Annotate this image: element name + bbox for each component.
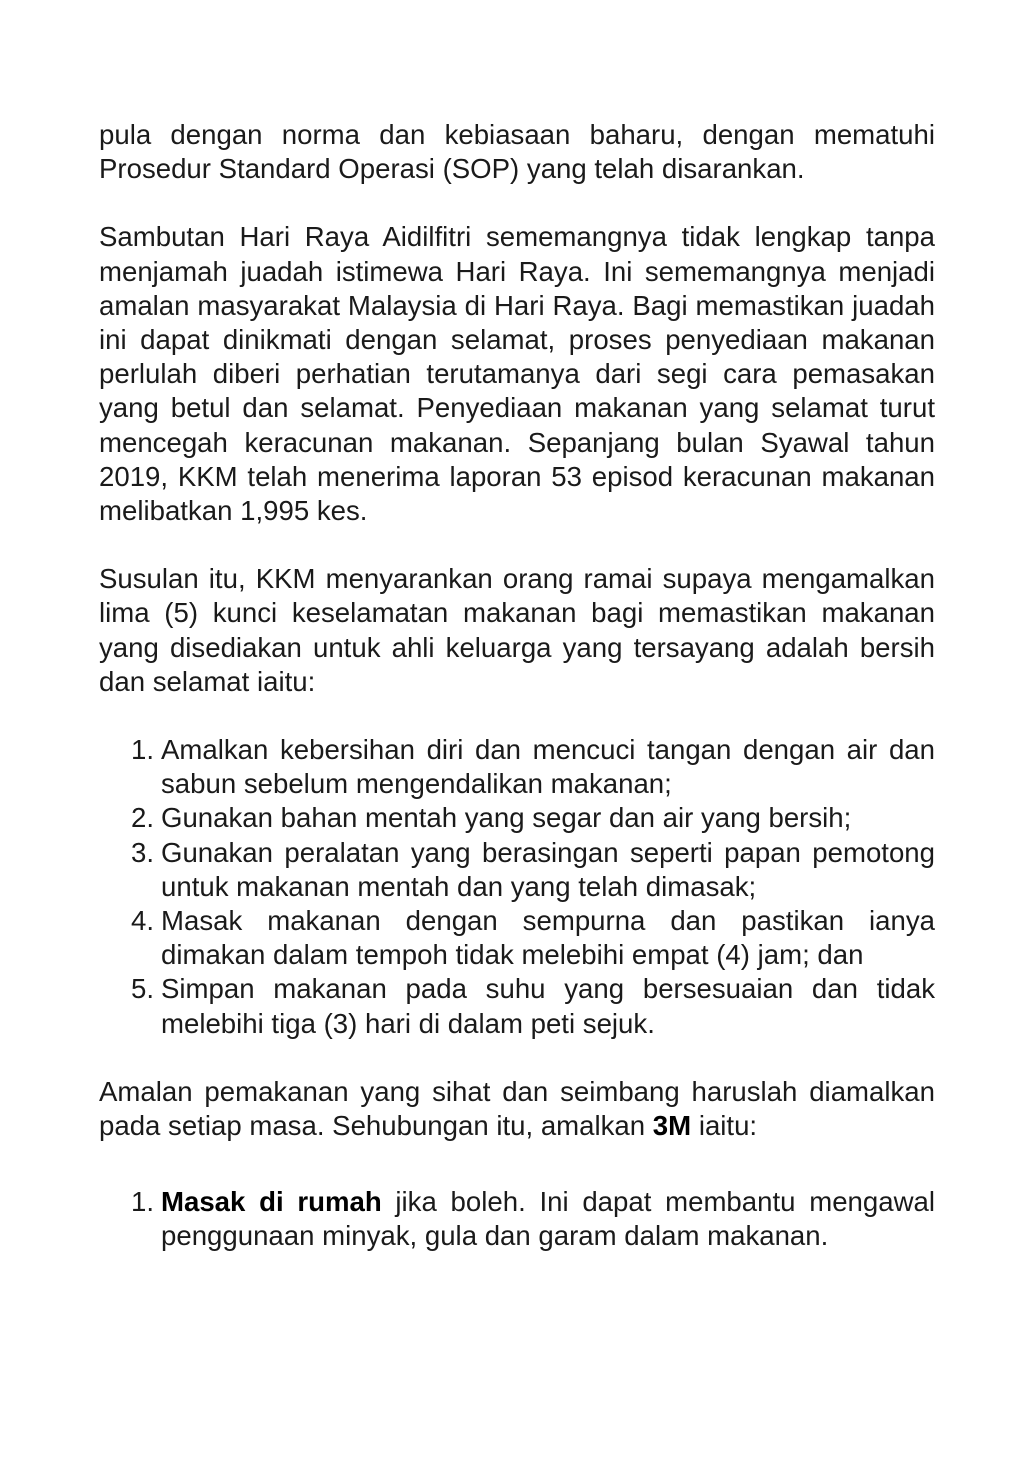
- list-item: [131, 836, 935, 904]
- list-item-text: Gunakan bahan mentah yang segar dan air yang bersih;: [161, 802, 852, 834]
- list-item-text: jika boleh. Ini dapat membantu mengawal penggunaan minyak, gula dan garam dalam makanan.: [161, 1186, 935, 1252]
- document-page: [99, 118, 935, 1254]
- paragraph-sop: pula dengan norma dan kebiasaan baharu, dengan mematuhi Prosedur Standard Operasi (SOP) yang telah disarankan.: [99, 119, 935, 185]
- paragraph-3m: [99, 1075, 935, 1143]
- paragraph-hari-raya: Sambutan Hari Raya Aidilfitri sememangnya tidak lengkap tanpa menjamah juadah istimewa Hari Raya. Ini sememangnya menjadi amalan masyarakat Malaysia di Hari Raya. Bagi memastikan juadah ini dapat dinikmati dengan selamat, proses penyediaan makanan perlulah diberi perhatian terutamanya dari segi cara pemasakan yang betul dan selamat. Penyediaan makanan yang selamat turut mencegah keracunan makanan. Sepanjang bulan Syawal tahun 2019, KKM telah menerima laporan 53 episod keracunan makanan melibatkan 1,995 kes.: [99, 221, 935, 527]
- list-item-number: 4.: [131, 905, 155, 937]
- paragraph-kkm-advice: Susulan itu, KKM menyarankan orang ramai supaya mengamalkan lima (5) kunci keselamatan makanan bagi memastikan makanan yang disediakan untuk ahli keluarga yang tersayang adalah bersih dan selamat iaitu:: [99, 563, 935, 697]
- list-item: [131, 972, 935, 1040]
- list-item-text: Amalkan kebersihan diri dan mencuci tangan dengan air dan sabun sebelum mengendalikan makanan;: [161, 734, 935, 800]
- list-item-number: 1.: [131, 734, 155, 766]
- list-item-number: 3.: [131, 836, 155, 868]
- list-item-text: Gunakan peralatan yang berasingan seperti papan pemotong untuk makanan mentah dan yang telah dimasak;: [161, 836, 935, 902]
- list-item: [131, 801, 935, 835]
- list-item-number: 5.: [131, 973, 155, 1005]
- list-item-text: Simpan makanan pada suhu yang bersesuaian dan tidak melebihi tiga (3) hari di dalam peti sejuk.: [161, 973, 935, 1039]
- list-item-bold: Masak di rumah: [161, 1186, 382, 1218]
- food-safety-keys-list: [131, 733, 935, 1041]
- list-item: [131, 1185, 935, 1253]
- list-item-number: 2.: [131, 802, 155, 834]
- paragraph-3m-bold: 3M: [652, 1110, 692, 1142]
- list-item-number: 1.: [131, 1186, 155, 1218]
- list-item: [131, 733, 935, 801]
- list-item: [131, 904, 935, 972]
- 3m-list: [131, 1185, 935, 1253]
- paragraph-3m-tail: iaitu:: [698, 1110, 758, 1142]
- paragraph-3m-text: Amalan pemakanan yang sihat dan seimbang haruslah diamalkan pada setiap masa. Sehubungan itu, amalkan: [99, 1075, 935, 1142]
- list-item-text: Masak makanan dengan sempurna dan pastikan ianya dimakan dalam tempoh tidak melebihi empat (4) jam; dan: [161, 905, 935, 971]
